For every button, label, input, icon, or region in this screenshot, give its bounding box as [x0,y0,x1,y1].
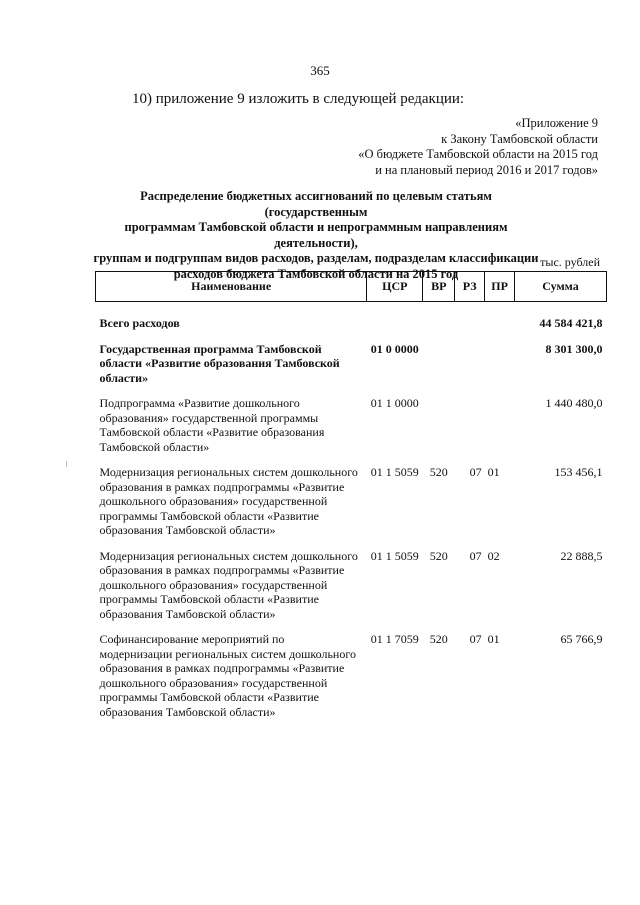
page-number: 365 [310,63,330,78]
row-name: Подпрограмма «Развитие дошкольного образования» государственной программы Тамбовской области «Развитие образования Тамбовской области» [99,396,325,454]
margin-mark [66,461,67,467]
table-row [96,465,607,549]
row-vr [423,342,455,397]
row-pr [485,396,515,465]
header-sum: Сумма [515,272,607,302]
row-rz: 07 [469,548,482,563]
table-row [96,549,607,633]
row-vr [423,396,455,465]
title-line: группам и подгруппам видов расходов, разделам, подразделам классификации [93,251,539,265]
header-rz: РЗ [455,272,485,302]
row-pr: 01 [487,465,500,479]
header-csr: ЦСР [367,272,423,302]
row-sum: 65 766,9 [560,632,603,646]
row-csr: 01 0 0000 [370,341,419,356]
row-pr: 02 [487,548,500,563]
appendix-line: и на плановый период 2016 и 2017 годов» [375,162,598,177]
row-sum: 44 584 421,8 [539,316,603,330]
row-pr [485,316,515,342]
row-name: Модернизация региональных систем дошкольного образования в рамках подпрограммы «Развитие дошкольного образования» государственной программы Тамбовской области «Развитие образования Тамбовской области» [99,548,358,621]
appendix-reference [358,116,598,178]
row-sum: 8 301 300,0 [545,341,603,356]
row-rz: 07 [469,632,482,646]
row-vr: 520 [429,465,448,479]
row-vr: 520 [429,548,448,563]
row-csr: 01 1 7059 [370,632,419,646]
appendix-line: к Закону Тамбовской области [441,131,598,146]
budget-table [95,271,607,730]
row-rz [455,396,485,465]
row-name: Модернизация региональных систем дошкольного образования в рамках подпрограммы «Развитие дошкольного образования» государственной программы Тамбовской области «Развитие образования Тамбовской области» [99,465,358,537]
header-name: Наименование [96,272,367,302]
table-row [96,396,607,465]
appendix-line: «О бюджете Тамбовской области на 2015 год [358,147,598,161]
row-csr [367,316,423,342]
row-name: Всего расходов [99,316,180,330]
row-csr: 01 1 5059 [370,548,419,563]
row-sum: 153 456,1 [554,465,603,479]
header-pr: ПР [485,272,515,302]
row-csr: 01 1 5059 [370,465,419,479]
row-pr [485,342,515,397]
row-rz [455,316,485,342]
row-pr: 01 [487,632,500,646]
row-sum: 22 888,5 [560,548,603,563]
row-csr: 01 1 0000 [370,396,419,410]
row-name: Софинансирование мероприятий по модернизации региональных систем дошкольного образования в рамках подпрограммы «Развитие дошкольного образования» государственной программы Тамбовской области «Развитие образования Тамбовской области» [99,632,356,719]
header-vr: ВР [423,272,455,302]
title-line: расходов бюджета Тамбовской области на 2015 год [173,266,459,281]
row-rz [455,342,485,397]
row-sum: 1 440 480,0 [545,396,603,410]
row-vr [423,316,455,342]
title-line: Распределение бюджетных ассигнований по целевым статьям (государственным [140,189,492,219]
table-row [96,342,607,397]
row-vr: 520 [429,632,448,646]
row-rz: 07 [469,465,482,479]
row-name: Государственная программа Тамбовской области «Развитие образования Тамбовской области» [99,341,340,385]
appendix-line: «Приложение 9 [515,116,598,130]
table-row [96,632,607,730]
table-row [96,316,607,342]
amendment-instruction: 10) приложение 9 изложить в следующей редакции: [132,91,465,107]
document-title [88,189,544,282]
table-header-row [96,272,607,302]
title-line: программам Тамбовской области и непрограммным направлениям деятельности), [124,220,508,250]
header-spacer [96,302,607,317]
units-label: тыс. рублей [540,255,600,269]
